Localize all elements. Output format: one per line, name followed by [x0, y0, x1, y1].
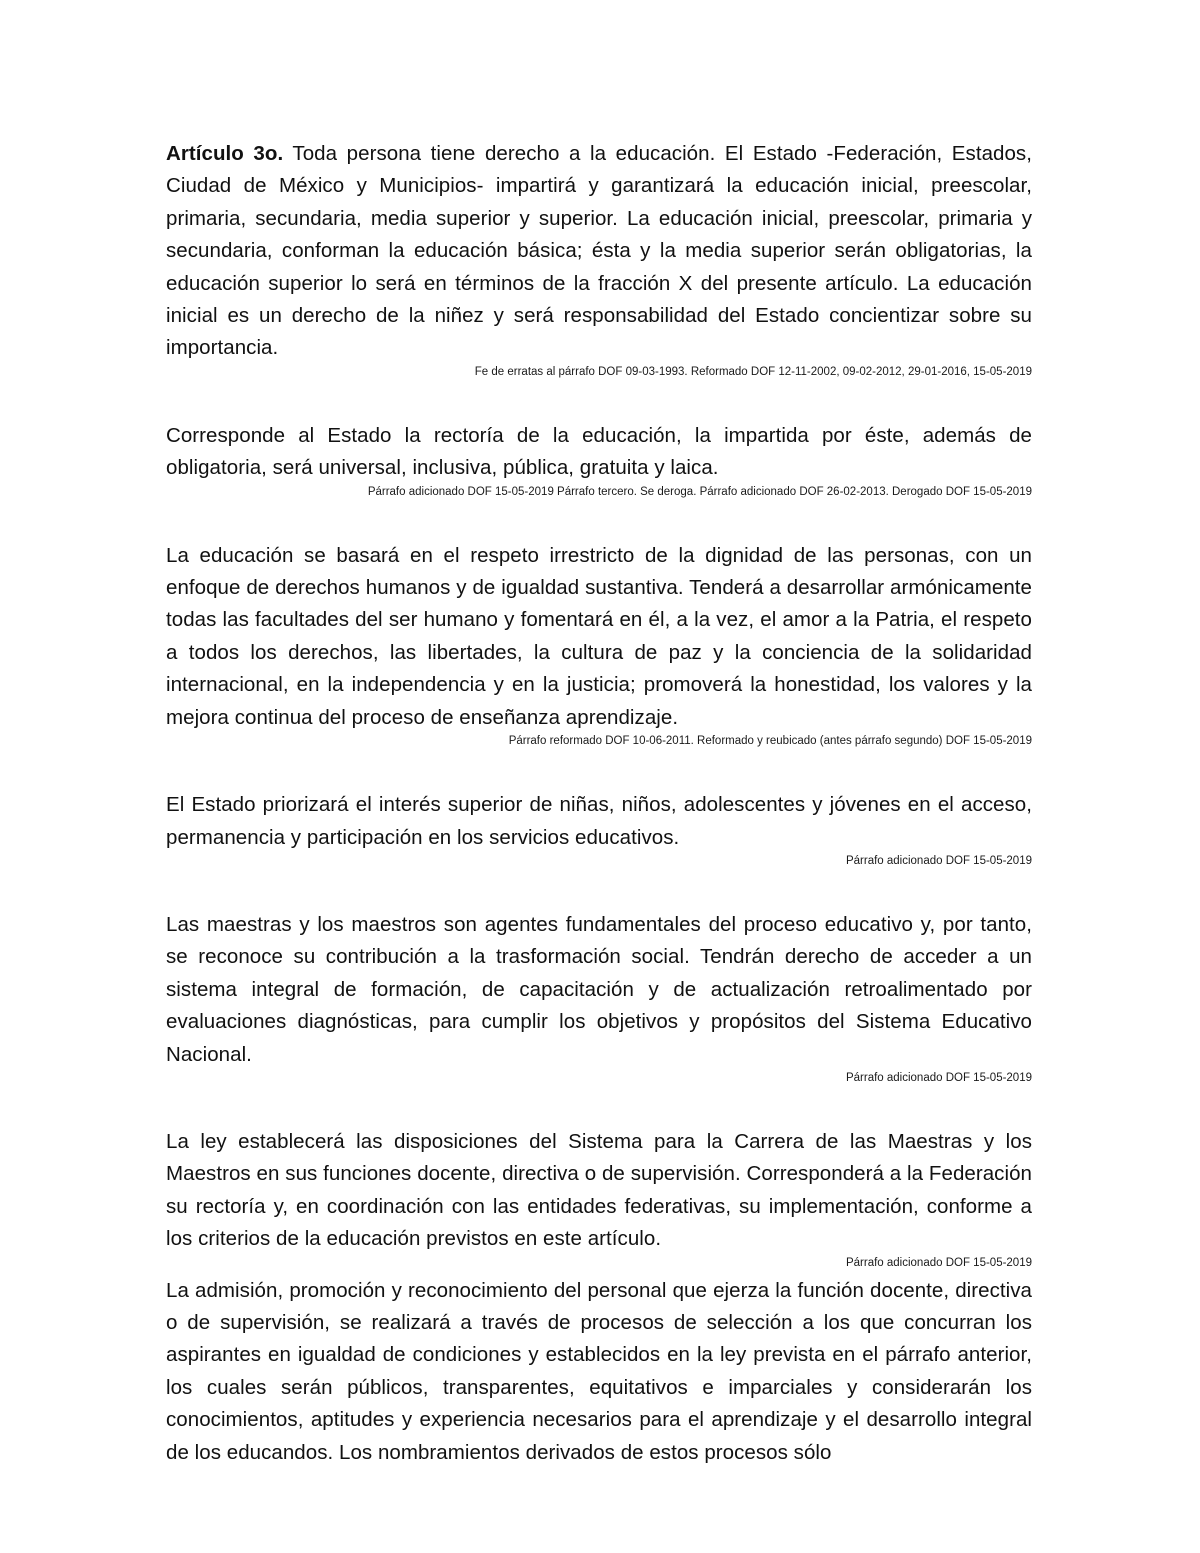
paragraph-1 — [166, 138, 1032, 365]
paragraph-2: Corresponde al Estado la rectoría de la educación, la impartida por éste, además de obligatoria, será universal, inclusiva, pública, gratuita y laica. — [166, 423, 1032, 480]
paragraph-spacer — [166, 749, 1032, 789]
reform-note-1: Fe de erratas al párrafo DOF 09-03-1993. Reformado DOF 12-11-2002, 09-02-2012, 29-01-2016, 15-05-2019 — [474, 365, 1032, 378]
paragraph-7: La admisión, promoción y reconocimiento del personal que ejerza la función docente, directiva o de supervisión, se realizará a través de procesos de selección a los que concurran los aspirantes en igualdad de condiciones y establecidos en la ley prevista en el párrafo anterior, los cuales serán públicos, transparentes, equitativos e imparciales y considerarán los conocimientos, aptitudes y experiencia necesarios para el aprendizaje y el desarrollo integral de los educandos. Los nombramientos derivados de estos procesos sólo — [166, 1278, 1032, 1464]
paragraph-spacer — [166, 869, 1032, 909]
paragraph-spacer — [166, 1086, 1032, 1126]
reform-note-5: Párrafo adicionado DOF 15-05-2019 — [845, 1071, 1032, 1084]
paragraph-spacer — [166, 500, 1032, 540]
paragraph-3: La educación se basará en el respeto irrestricto de la dignidad de las personas, con un enfoque de derechos humanos y de igualdad sustantiva. Tenderá a desarrollar armónicamente todas las facultades del ser humano y fomentará en él, a la vez, el amor a la Patria, el respeto a todos los derechos, las libertades, la cultura de paz y la conciencia de la solidaridad internacional, en la independencia y en la justicia; promoverá la honestidad, los valores y la mejora continua del proceso de enseñanza aprendizaje. — [166, 543, 1032, 729]
paragraph-4: El Estado priorizará el interés superior de niñas, niños, adolescentes y jóvenes en el acceso, permanencia y participación en los servicios educativos. — [166, 793, 1032, 849]
paragraph-6: La ley establecerá las disposiciones del Sistema para la Carrera de las Maestras y los Maestros en sus funciones docente, directiva o de supervisión. Corresponderá a la Federación su rectoría y, en coordinación con las entidades federativas, su implementación, conforme a los criterios de la educación previstos en este artículo. — [166, 1129, 1032, 1251]
reform-note-3: Párrafo reformado DOF 10-06-2011. Reformado y reubicado (antes párrafo segundo) DOF 15-05-2019 — [508, 735, 1032, 748]
paragraph-1-text: Toda persona tiene derecho a la educación. El Estado -Federación, Estados, Ciudad de México y Municipios- impartirá y garantizará la educación inicial, preescolar, primaria, secundaria, media superior y superior. La educación inicial, preescolar, primaria y secundaria, conforman la educación básica; ésta y la media superior serán obligatorias, la educación superior lo será en términos de la fracción X del presente artículo. La educación inicial es un derecho de la niñez y será responsabilidad del Estado concientizar sobre su importancia. — [166, 142, 1032, 360]
article-body — [166, 138, 1032, 1469]
reform-note-4: Párrafo adicionado DOF 15-05-2019 — [845, 854, 1032, 867]
reform-note-2: Párrafo adicionado DOF 15-05-2019 Párrafo tercero. Se deroga. Párrafo adicionado DOF 26-02-2013. Derogado DOF 15-05-2019 — [367, 485, 1032, 498]
article-heading: Artículo 3o. — [166, 142, 284, 165]
reform-note-6: Párrafo adicionado DOF 15-05-2019 — [845, 1256, 1032, 1269]
paragraph-spacer — [166, 380, 1032, 420]
paragraph-5: Las maestras y los maestros son agentes fundamentales del proceso educativo y, por tanto, se reconoce su contribución a la trasformación social. Tendrán derecho de acceder a un sistema integral de formación, de capacitación y de actualización retroalimentado por evaluaciones diagnósticas, para cumplir los objetivos y propósitos del Sistema Educativo Nacional. — [166, 912, 1032, 1066]
